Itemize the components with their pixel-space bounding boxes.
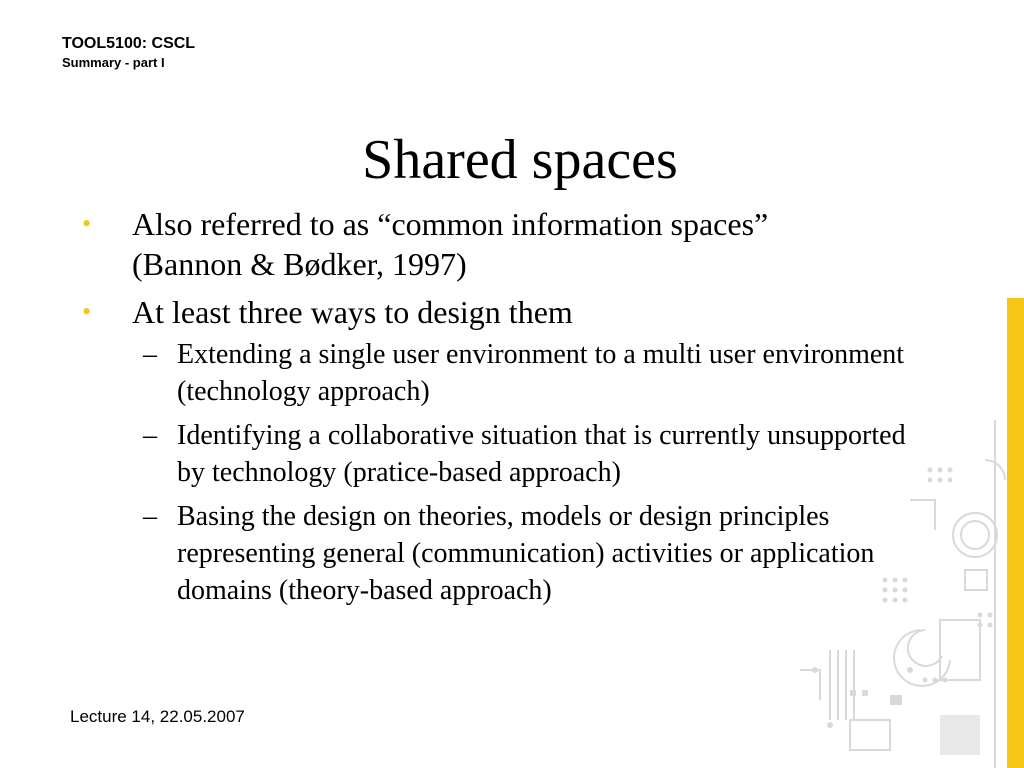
accent-bar [1007,298,1024,768]
bullet-item [82,204,832,284]
sub-bullet-text: Basing the design on theories, models or design principles representing general (communication) activities or application domains (theory-based approach) [177,501,875,606]
course-subtitle: Summary - part I [62,55,165,70]
course-header [62,34,195,71]
sub-bullet-text: Extending a single user environment to a multi user environment (technology approach) [177,339,905,407]
bullet-text: At least three ways to design them [132,294,573,330]
bullet-icon: • [82,209,92,238]
bullet-text: Also referred to as “common information spaces” (Bannon & Bødker, 1997) [132,206,769,282]
course-code: TOOL5100: CSCL [62,35,196,52]
lecture-footer: Lecture 14, 22.05.2007 [70,707,245,726]
sub-bullet-item [143,336,917,410]
bullet-item [82,292,832,332]
bullet-icon: • [82,297,92,326]
dash-icon: – [143,420,157,451]
sub-bullet-text: Identifying a collaborative situation that is currently unsupported by technology (pratice-based approach) [177,420,906,488]
slide-title: Shared spaces [362,129,678,191]
circuit-decoration-icon [790,420,1007,768]
dash-icon: – [143,501,157,532]
dash-icon: – [143,339,157,370]
